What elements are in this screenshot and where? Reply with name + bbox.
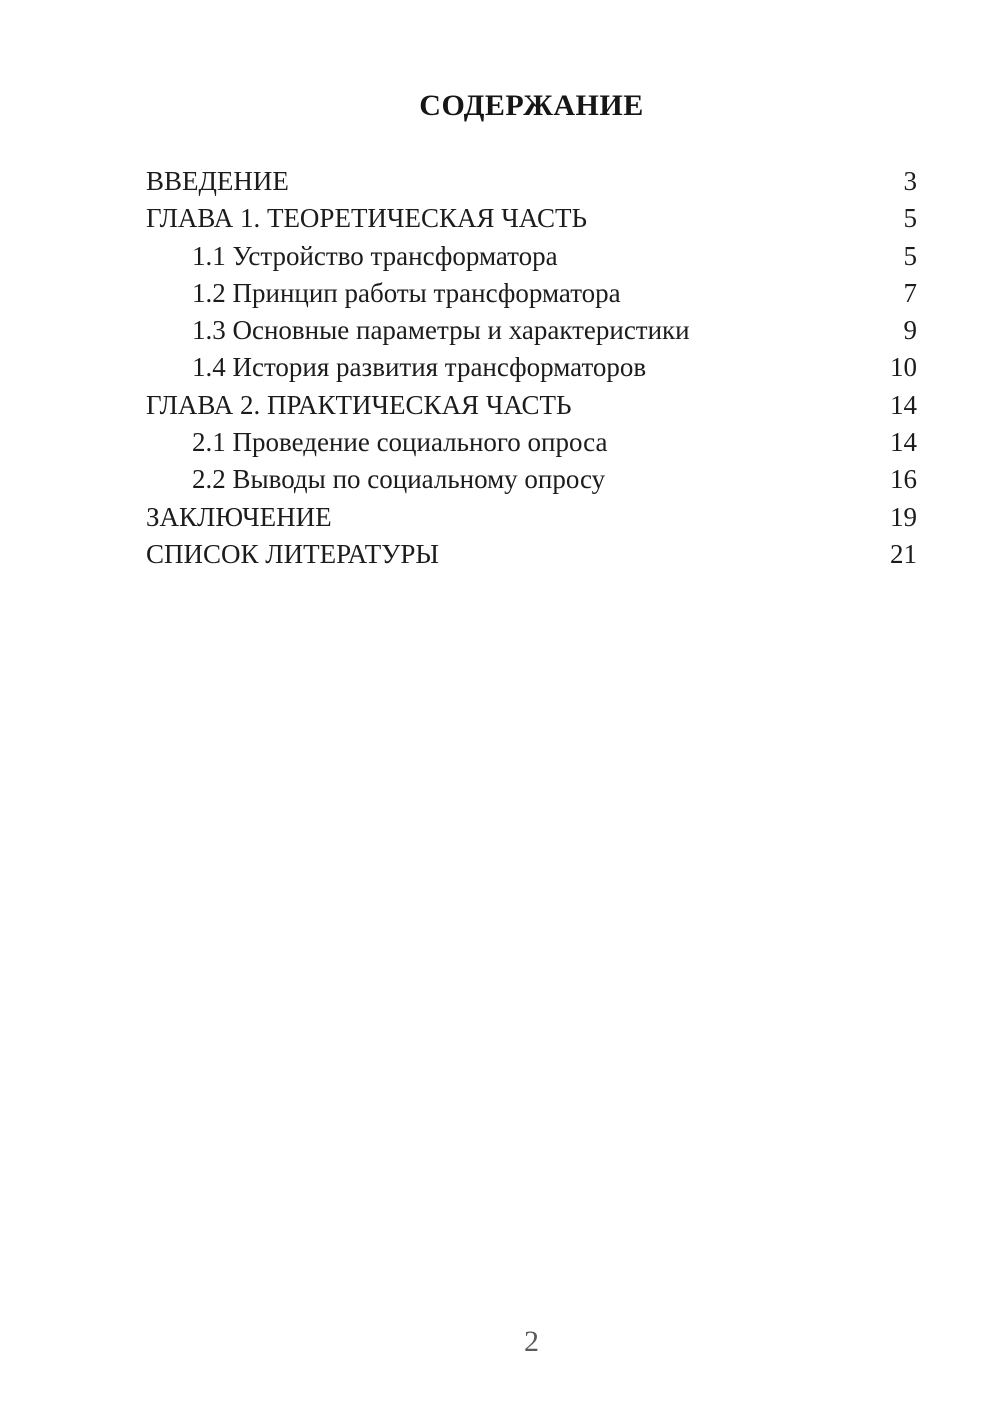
toc-entry-section-2-1: [146, 424, 917, 461]
toc-entry-label: ГЛАВА 2. ПРАКТИЧЕСКАЯ ЧАСТЬ: [146, 389, 572, 420]
toc-entry-section-1-2: [146, 275, 917, 312]
toc-entry-label: 1.4 История развития трансформаторов: [192, 352, 647, 383]
toc-entry-page-number: 19: [890, 501, 917, 532]
toc-entry-page-number: 5: [903, 203, 917, 234]
toc-entry-label: 1.3 Основные параметры и характеристики: [192, 315, 690, 346]
toc-entry-page-number: 16: [890, 464, 917, 495]
page-title: СОДЕРЖАНИЕ: [419, 89, 644, 122]
toc-entry-label: ЗАКЛЮЧЕНИЕ: [146, 501, 332, 532]
toc-entry-introduction: [146, 163, 917, 200]
toc-entry-section-1-1: [146, 238, 917, 275]
toc-entry-page-number: 3: [903, 166, 917, 196]
toc-entry-page-number: 7: [903, 277, 917, 308]
toc-entry-page-number: 10: [890, 352, 917, 383]
toc-entry-page-number: 21: [890, 538, 917, 569]
toc-entry-label: 1.1 Устройство трансформатора: [192, 240, 558, 271]
toc-entry-label: 2.1 Проведение социального опроса: [192, 427, 608, 458]
toc-entry-conclusion: [146, 499, 917, 536]
toc-entry-section-2-2: [146, 461, 917, 498]
table-of-contents: [146, 163, 917, 573]
toc-entry-bibliography: [146, 536, 917, 573]
toc-entry-section-1-4: [146, 349, 917, 386]
toc-entry-section-1-3: [146, 312, 917, 349]
toc-entry-page-number: 14: [890, 389, 917, 420]
toc-entry-chapter-2: [146, 387, 917, 424]
toc-entry-page-number: 5: [903, 240, 917, 271]
toc-entry-label: 1.2 Принцип работы трансформатора: [192, 277, 621, 308]
toc-entry-label: СПИСОК ЛИТЕРАТУРЫ: [146, 538, 439, 569]
toc-entry-page-number: 9: [903, 315, 917, 346]
toc-entry-label: ВВЕДЕНИЕ: [146, 166, 289, 196]
toc-entry-chapter-1: [146, 200, 917, 237]
toc-entry-page-number: 14: [890, 427, 917, 458]
toc-entry-label: 2.2 Выводы по социальному опросу: [192, 464, 606, 495]
toc-entry-label: ГЛАВА 1. ТЕОРЕТИЧЕСКАЯ ЧАСТЬ: [146, 203, 587, 234]
footer-page-number: 2: [524, 1325, 539, 1358]
